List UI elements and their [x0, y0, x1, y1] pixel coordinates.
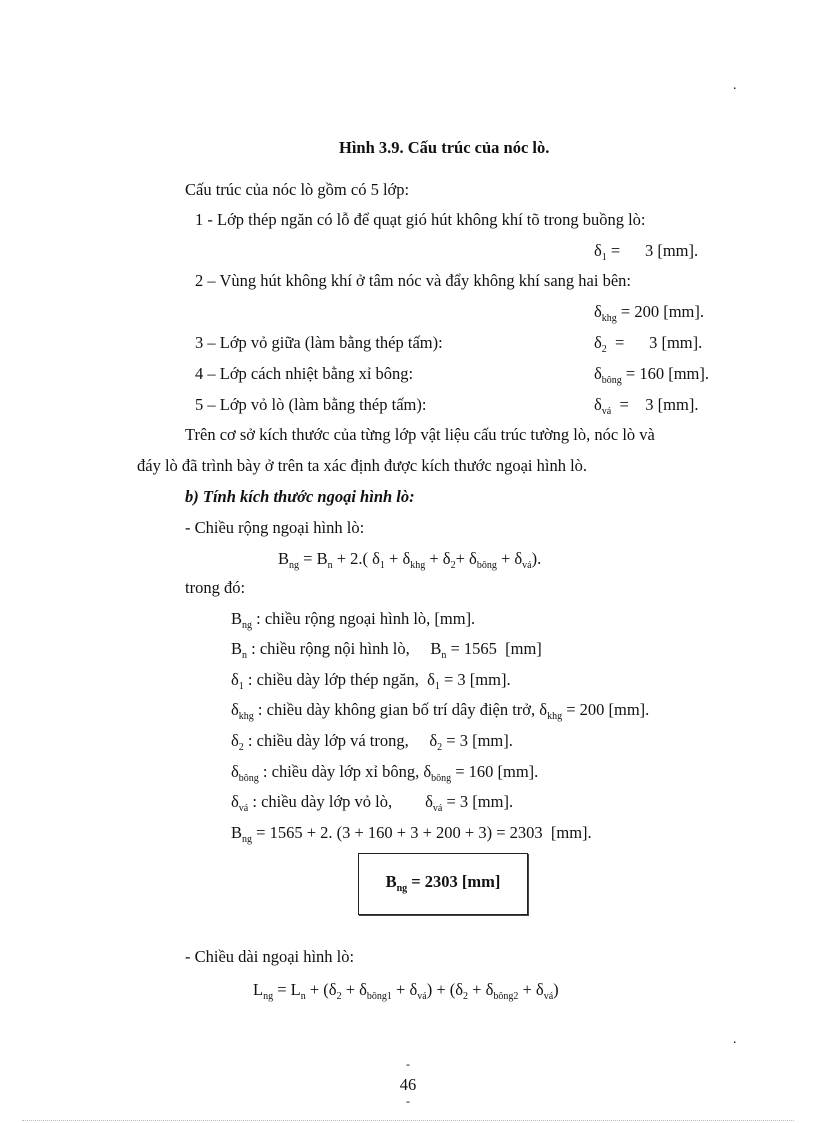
- page-number: 46: [399, 1075, 417, 1094]
- figure-caption: Hình 3.9. Cấu trúc của nóc lò.: [339, 138, 550, 157]
- layer-1-text: 1 - Lớp thép ngăn có lỗ để quạt gió hút không khí tõ trong buồng lò:: [195, 210, 646, 229]
- corner-dot-bottom: .: [733, 1032, 737, 1047]
- width-formula: $B_{ng} = B_n + 2$.( $\delta_1 + \delta_{khg} + \delta_2+ \delta_{bông} + \delta_{vá}$).: [278, 549, 542, 571]
- layer-3-value: $\delta_2$ = 3 [mm].: [594, 333, 703, 355]
- layer-4-text: 4 – Lớp cách nhiệt bằng xỉ bông:: [195, 364, 414, 383]
- result-box-text: $B_{ng} = 2303$ [mm]: [385, 872, 501, 894]
- def-delta-1: $\delta_1$ : chiều dày lớp thép ngăn, $\delta_1 = 3$ [mm].: [231, 670, 511, 692]
- width-heading: - Chiều rộng ngoại hình lò:: [185, 518, 365, 537]
- layer-3-text: 3 – Lớp vỏ giữa (làm bằng thép tấm):: [195, 333, 443, 352]
- length-heading: - Chiều dài ngoại hình lò:: [185, 947, 355, 966]
- width-calculation: $B_{ng} = 1565 + 2$. (3 + 160 + 3 + 200 + 3) = 2303 [mm].: [231, 823, 592, 845]
- def-delta-va: $\delta_{vá}$ : chiều dày lớp vỏ lò, $\delta_{vá} = 3$ [mm].: [231, 792, 514, 814]
- layer-2-value: $\delta_{khg} = 200$ [mm].: [594, 302, 704, 324]
- layer-5-text: 5 – Lớp vỏ lò (làm bằng thép tấm):: [195, 395, 427, 414]
- intro-text: Cấu trúc của nóc lò gồm có 5 lớp:: [185, 180, 410, 199]
- layer-2-text: 2 – Vùng hút không khí ở tâm nóc và đẩy không khí sang hai bên:: [195, 271, 631, 290]
- def-delta-bong: $\delta_{bông}$ : chiều dày lớp xỉ bông, $\delta_{bông} = 160$ [mm].: [231, 762, 539, 784]
- layer-1-value: $\delta_1$ = 3 [mm].: [594, 241, 699, 263]
- corner-dot-top: .: [733, 78, 737, 93]
- paragraph-line-1: Trên cơ sở kích thước của từng lớp vật liệu cấu trúc tường lò, nóc lò và: [185, 425, 655, 444]
- page-dash-bottom: -: [406, 1094, 410, 1108]
- page-bottom-border: [22, 1120, 794, 1121]
- layer-4-value: $\delta_{bông} = 160$ [mm].: [594, 364, 709, 386]
- def-b-n: $B_n$ : chiều rộng nội hình lò, $B_n = 1565$ [mm]: [231, 639, 542, 661]
- def-b-ng: $B_{ng}$ : chiều rộng ngoại hình lò, [mm].: [231, 609, 476, 631]
- length-formula: $L_{ng} = L_n + (\delta_2 + \delta_{bông1} + \delta_{vá}) + (\delta_2 + \delta_{bông2} + \delta_{vá})$: [253, 980, 559, 1002]
- result-box: [358, 853, 528, 915]
- where-label: trong đó:: [185, 578, 246, 597]
- paragraph-line-2: đáy lò đã trình bày ở trên ta xác định được kích thước ngoại hình lò.: [137, 456, 588, 475]
- section-b-heading: b) Tính kích thước ngoại hình lò:: [185, 487, 415, 506]
- layer-5-value: $\delta_{vá}$ = 3 [mm].: [594, 395, 699, 417]
- def-delta-2: $\delta_2$ : chiều dày lớp vá trong, $\delta_2 = 3$ [mm].: [231, 731, 513, 753]
- page-dash-top: -: [406, 1057, 410, 1071]
- def-delta-khg: $\delta_{khg}$ : chiều dày không gian bố trí dây điện trở, $\delta_{khg} = 200$ [mm].: [231, 700, 650, 722]
